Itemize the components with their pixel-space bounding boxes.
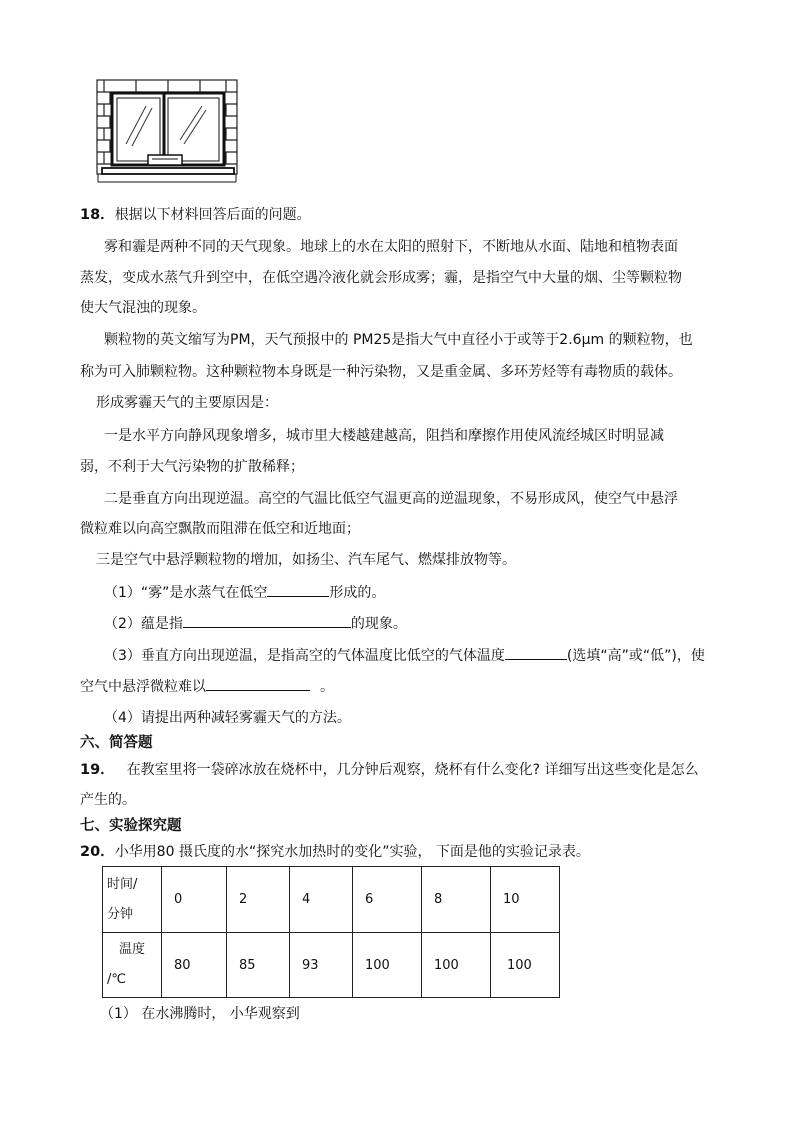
paragraph-line: 三是空气中悬浮颗粒物的增加，如扬尘、汽车尾气、燃煤排放物等。 — [96, 552, 516, 568]
q18-sub3 — [104, 645, 705, 666]
paragraph-line: 颗粒物的英文缩写为PM，天气预报中的 PM25是指大气中直径小于或等于2.6μm 的颗粒物，也 — [104, 332, 693, 348]
q20-sub1: （1） 在水沸腾时， 小华观察到 — [100, 1006, 300, 1022]
q18-sub1 — [104, 582, 385, 603]
header-text: 温度 — [119, 942, 146, 957]
sub2-text-end: 的现象。 — [350, 616, 407, 632]
q18-sub4: （4）请提出两种减轻雾霾天气的方法。 — [104, 710, 351, 726]
q19-text: 在教室里将一袋碎冰放在烧杯中，几分钟后观察，烧杯有什么变化? 详细写出这些变化是怎么 — [126, 762, 699, 778]
table-cell: 0 — [162, 867, 227, 933]
q18-intro: 根据以下材料回答后面的问题。 — [114, 207, 311, 223]
paragraph-line: 使大气混浊的现象。 — [80, 300, 206, 316]
table-row — [103, 933, 560, 998]
paragraph-line: 蒸发，变成水蒸气升到空中，在低空遇冷液化就会形成雾；霾，是指空气中大量的烟、尘等颗粒物 — [80, 270, 682, 286]
answer-blank[interactable] — [505, 645, 567, 660]
sub1-text-end: 形成的。 — [329, 585, 386, 601]
paragraph-line: 称为可入肺颗粒物。这种颗粒物本身既是一种污染物，又是重金属、多环芳烃等有毒物质的载体。 — [80, 364, 682, 380]
table-cell: 10 — [491, 867, 560, 933]
table-cell: 8 — [422, 867, 491, 933]
paragraph-line: 形成雾霾天气的主要原因是： — [96, 395, 278, 411]
paragraph-line: 微粒难以向高空飘散而阻滞在低空和近地面； — [80, 521, 360, 537]
answer-blank[interactable] — [267, 582, 329, 597]
q20-prompt — [80, 842, 590, 862]
sub2-text: （2）蕴是指 — [104, 616, 183, 632]
row-header-temperature — [103, 933, 162, 998]
experiment-record-table — [102, 866, 560, 998]
table-cell: 100 — [353, 933, 422, 998]
q18-sub3-line2 — [80, 676, 334, 697]
sub3-line2-text: 空气中悬浮微粒难以 — [80, 679, 206, 695]
section-heading: 七、实验探究题 — [80, 818, 182, 834]
row-header-time — [103, 867, 162, 933]
q19-number: 19． — [80, 762, 115, 778]
table-cell: 93 — [290, 933, 353, 998]
q20-number: 20． — [80, 844, 115, 860]
sub1-text: （1）“雾”是水蒸气在低空 — [104, 585, 268, 601]
sub3-text: （3）垂直方向出现逆温，是指高空的气体温度比低空的气体温度 — [104, 648, 505, 664]
window-illustration — [96, 78, 238, 188]
sub3-line2-end: 。 — [320, 679, 334, 695]
q19-text-line2: 产生的。 — [80, 792, 136, 808]
table-cell: 100 — [491, 933, 560, 998]
table-cell: 2 — [227, 867, 290, 933]
q18-prompt — [80, 205, 311, 225]
table-cell: 100 — [422, 933, 491, 998]
table-row — [103, 867, 560, 933]
table-cell: 4 — [290, 867, 353, 933]
paragraph-line: 一是水平方向静风现象增多，城市里大楼越建越高，阻挡和摩擦作用使风流经城区时明显减 — [104, 428, 664, 444]
header-text: 分钟 — [107, 906, 134, 922]
table-cell: 6 — [353, 867, 422, 933]
table-cell: 85 — [227, 933, 290, 998]
section-heading: 六、简答题 — [80, 735, 153, 751]
table-cell: 80 — [162, 933, 227, 998]
header-text: 时间/ — [107, 876, 138, 892]
paragraph-line: 雾和霾是两种不同的天气现象。地球上的水在太阳的照射下，不断地从水面、陆地和植物表面 — [104, 239, 678, 255]
q18-sub2 — [104, 613, 407, 634]
answer-blank[interactable] — [183, 613, 351, 628]
q19-prompt — [80, 760, 699, 780]
answer-blank[interactable] — [206, 676, 310, 691]
q20-text: 小华用80 摄氏度的水“探究水加热时的变化”实验， 下面是他的实验记录表。 — [114, 844, 590, 860]
sub3-text-end: (选填“高”或“低”)，使 — [566, 648, 705, 664]
paragraph-line: 二是垂直方向出现逆温。高空的气温比低空气温更高的逆温现象，不易形成风，使空气中悬浮 — [104, 491, 678, 507]
header-text: /℃ — [107, 972, 126, 987]
q18-number: 18． — [80, 207, 115, 223]
paragraph-line: 弱，不利于大气污染物的扩散稀释； — [80, 459, 304, 475]
